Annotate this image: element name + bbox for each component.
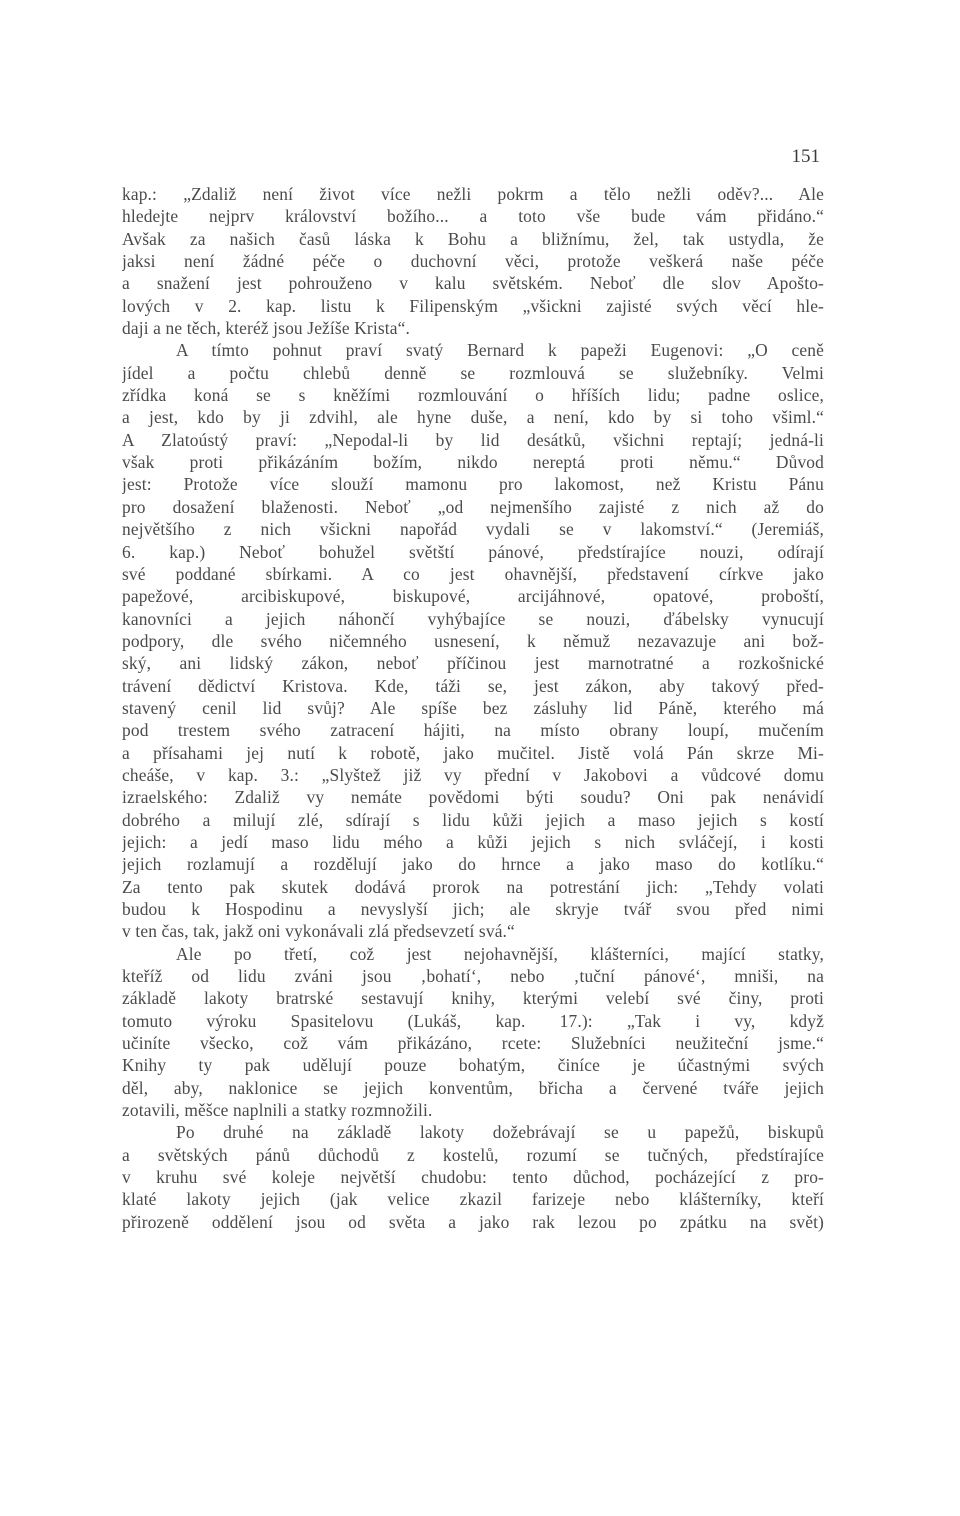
text-line: jejich rozlamují a rozdělují jako do hrnce a jako maso do kotlíku.“ (122, 854, 824, 875)
text-line: podpory, dle svého ničemného usnesení, k němuž nezavazuje ani bož- (122, 630, 824, 651)
text-line: v kruhu své koleje největší chudobu: tento důchod, pocházející z pro- (122, 1167, 824, 1188)
text-line: Knihy ty pak udělují pouze bohatým, činíce je účastnými svých (122, 1055, 824, 1076)
text-line: však proti přikázáním božím, nikdo nereptá proti němu.“ Důvod (122, 452, 824, 473)
text-line: kanovníci a jejich náhončí vyhýbajíce se nouzi, ďábelsky vynucují (122, 608, 824, 629)
text-line: přirozeně oddělení jsou od světa a jako rak lezou po zpátku na svět) (122, 1211, 824, 1232)
text-line: a jest, kdo by ji zdvihl, ale hyne duše, a není, kdo by si toho všiml.“ (122, 407, 824, 428)
text-line: dobrého a milují zlé, sdírají s lidu kůži jejich a maso jejich s kostí (122, 809, 824, 830)
text-line: zotavili, měšce naplnili a statky rozmnožili. (122, 1100, 433, 1121)
text-line: učiníte všecko, což vám přikázáno, rcete: Služebníci neužiteční jsme.“ (122, 1033, 824, 1054)
page-number: 151 (791, 146, 820, 167)
text-line: klaté lakoty jejich (jak velice zkazil farizeje nebo klášterníky, kteří (122, 1189, 824, 1210)
text-line: pro dosažení blaženosti. Neboť „od nejmenšího zajisté z nich až do (122, 496, 824, 517)
text-line: stavený cenil lid svůj? Ale spíše bez zásluhy lid Páně, kterého má (122, 697, 824, 718)
text-line: Za tento pak skutek dodává prorok na potrestání jich: „Tehdy volati (122, 876, 824, 897)
text-line: pod trestem svého zatracení hájiti, na místo obrany loupí, mučením (122, 720, 824, 741)
text-line: své poddané sbírkami. A co jest ohavnější, představení církve jako (122, 563, 824, 584)
text-line: A tímto pohnut praví svatý Bernard k papeži Eugenovi: „O ceně (176, 340, 824, 361)
text-line: kteříž od lidu zváni jsou ‚bohatí‘, nebo ‚tuční pánové‘, mniši, na (122, 966, 824, 987)
text-line: jaksi není žádné péče o duchovní věci, protože veškerá naše péče (122, 251, 824, 272)
text-line: jest: Protože více slouží mamonu pro lakomost, než Kristu Pánu (122, 474, 824, 495)
text-line: A Zlatoústý praví: „Nepodal-li by lid desátků, všichni reptají; jedná-li (122, 429, 824, 450)
text-line: ský, ani lidský zákon, neboť příčinou jest marnotratné a rozkošnické (122, 653, 824, 674)
text-line: a přísahami jej nutí k robotě, jako mučitel. Jistě volá Pán skrze Mi- (122, 742, 824, 763)
text-line: základě lakoty bratrské sestavují knihy, kterými velebí své činy, proti (122, 988, 824, 1009)
text-line: jídel a počtu chlebů denně se rozmlouvá se služebníky. Velmi (122, 362, 824, 383)
text-line: Ale po třetí, což jest nejohavnější, klášterníci, mající statky, (176, 943, 824, 964)
text-line: v ten čas, tak, jakž oni vykonávali zlá předsevzetí svá.“ (122, 921, 515, 942)
text-line: kap.: „Zdaliž není život více nežli pokrm a tělo nežli oděv?... Ale (122, 184, 824, 204)
text-line: trávení dědictví Kristova. Kde, táži se, jest zákon, aby takový před- (122, 675, 824, 696)
text-line: a snažení jest pohrouženo v kalu světském. Neboť dle slov Apošto- (122, 273, 824, 294)
text-line: papežové, arcibiskupové, biskupové, arcijáhnové, opatové, proboští, (122, 586, 824, 607)
text-line: izraelského: Zdaliž vy nemáte povědomi býti soudu? Oni pak nenávidí (122, 787, 824, 808)
body-text (122, 183, 824, 1233)
text-line: Po druhé na základě lakoty dožebrávají se u papežů, biskupů (176, 1122, 824, 1143)
text-line: daji a ne těch, kteréž jsou Ježíše Krista“. (122, 318, 410, 339)
text-line: 6. kap.) Neboť bohužel světští pánové, předstírajíce nouzi, odírají (122, 541, 824, 562)
text-line: cheáše, v kap. 3.: „Slyštež již vy přední v Jakobovi a vůdcové domu (122, 764, 824, 785)
text-line: největšího z nich všickni napořád vydali se v lakomství.“ (Jeremiáš, (122, 519, 824, 540)
text-line: Avšak za našich časů láska k Bohu a bližnímu, žel, tak ustydla, že (122, 228, 824, 249)
text-line: jejich: a jedí maso lidu mého a kůži jejich s nich svláčejí, i kosti (122, 831, 824, 852)
text-line: děl, aby, naklonice se jejich konventům, břicha a červené tváře jejich (122, 1077, 824, 1098)
text-line: tomuto výroku Spasitelovu (Lukáš, kap. 17.): „Tak i vy, když (122, 1010, 824, 1031)
text-line: budou k Hospodinu a nevyslyší jich; ale skryje tvář svou před nimi (122, 899, 824, 919)
text-line: lových v 2. kap. listu k Filipenským „všickni zajisté svých věcí hle- (122, 295, 824, 316)
text-line: a světských pánů důchodů z kostelů, rozumí se tučných, předstírajíce (122, 1144, 824, 1165)
text-line: zřídka koná se s kněžími rozmlouvání o hříších lidu; padne oslice, (122, 385, 824, 406)
text-line: hledejte nejprv království božího... a toto vše bude vám přidáno.“ (122, 206, 824, 227)
